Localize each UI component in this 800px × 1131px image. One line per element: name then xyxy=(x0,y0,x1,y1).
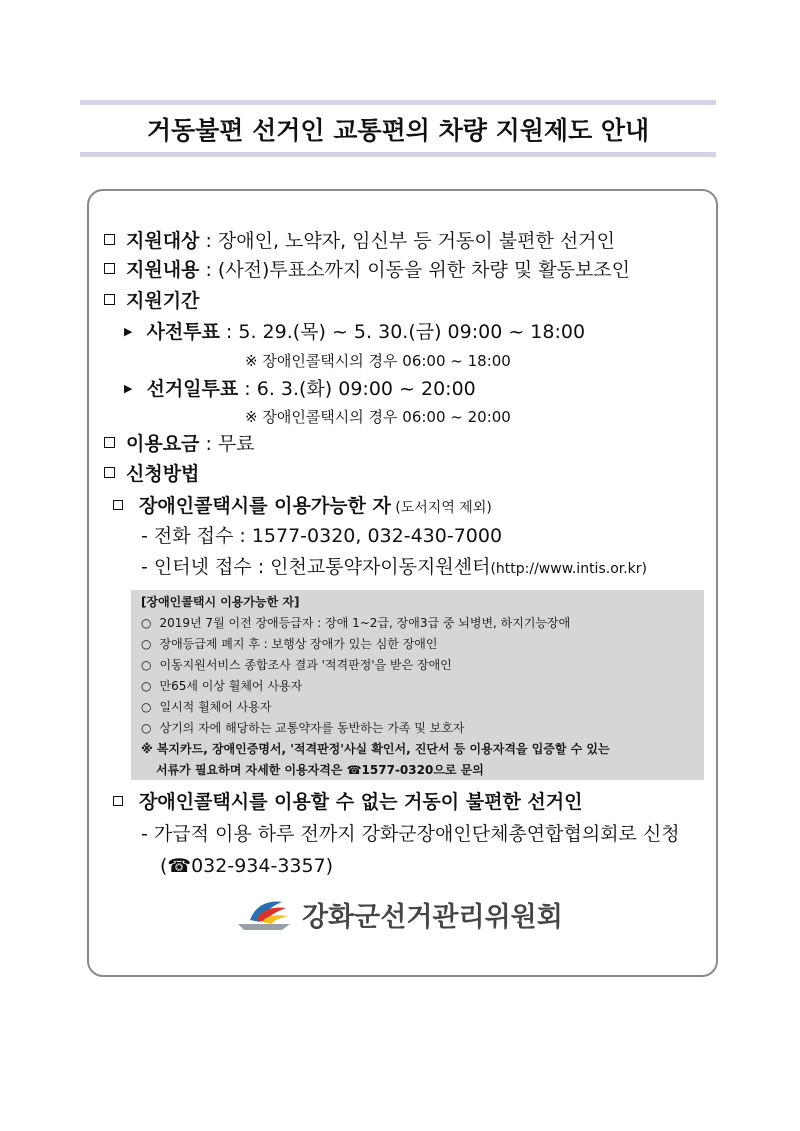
hollow-square-icon xyxy=(113,796,123,806)
triangle-bullet-icon: ▶ xyxy=(124,325,133,338)
taxi-internet-url[interactable]: (http://www.intis.or.kr) xyxy=(490,561,648,577)
fee-value: : 무료 xyxy=(199,433,255,455)
eligibility-note-2: 서류가 필요하며 자세한 이용자격은 ☎1577-0320으로 문의 xyxy=(156,763,484,777)
circle-bullet-icon: ○ xyxy=(141,700,152,714)
taxi-heading: 장애인콜택시를 이용가능한 자 xyxy=(139,495,391,517)
early-vote-value: : 5. 29.(목) ~ 5. 30.(금) 09:00 ~ 18:00 xyxy=(219,321,586,343)
eligibility-box xyxy=(131,590,704,780)
election-day-label: 선거일투표 xyxy=(146,378,239,400)
org-name: 강화군선거관리위원회 xyxy=(302,902,563,933)
eligibility-item: ○ 2019년 7월 이전 장애등급자 : 장애 1~2급, 장애3급 중 뇌병변, 하지기능장애 xyxy=(141,616,571,630)
eligibility-item: ○ 만65세 이상 휠체어 사용자 xyxy=(141,679,303,693)
checkbox-square-icon xyxy=(104,437,115,448)
taxi-heading-row xyxy=(113,495,492,518)
checkbox-square-icon xyxy=(104,467,115,478)
election-commission-logo-icon xyxy=(236,898,292,932)
apply-label: 신청방법 xyxy=(126,463,200,485)
taxi-phone: - 전화 접수 : 1577-0320, 032-430-7000 xyxy=(141,525,503,547)
taxi-internet-row xyxy=(141,556,647,579)
election-day-row xyxy=(124,378,476,401)
fee-row xyxy=(104,433,255,456)
early-vote-row xyxy=(124,321,585,344)
circle-bullet-icon: ○ xyxy=(141,658,152,672)
early-vote-label: 사전투표 xyxy=(146,321,220,343)
circle-bullet-icon: ○ xyxy=(141,616,152,630)
page-title: 거동불편 선거인 교통편의 차량 지원제도 안내 xyxy=(146,115,650,145)
eligibility-item: ○ 상기의 자에 해당하는 교통약자를 동반하는 가족 및 보호자 xyxy=(141,721,465,735)
hollow-square-icon xyxy=(113,500,123,510)
period-label: 지원기간 xyxy=(126,290,200,312)
taxi-internet: - 인터넷 접수 : 인천교통약자이동지원센터 xyxy=(141,556,491,578)
circle-bullet-icon: ○ xyxy=(141,679,152,693)
other-heading: 장애인콜택시를 이용할 수 없는 거동이 불편한 선거인 xyxy=(139,791,583,813)
content-row xyxy=(104,259,630,282)
circle-bullet-icon: ○ xyxy=(141,637,152,651)
content-value: : (사전)투표소까지 이동을 위한 차량 및 활동보조인 xyxy=(199,259,631,281)
fee-label: 이용요금 xyxy=(126,433,200,455)
target-value: : 장애인, 노약자, 임신부 등 거동이 불편한 선거인 xyxy=(199,230,615,252)
title-bar xyxy=(80,100,716,157)
content-label: 지원내용 xyxy=(126,259,200,281)
other-heading-row xyxy=(113,791,582,814)
target-label: 지원대상 xyxy=(126,230,200,252)
eligibility-header: [장애인콜택시 이용가능한 자] xyxy=(141,595,300,609)
eligibility-item: ○ 이동지원서비스 종합조사 결과 '적격판정'을 받은 장애인 xyxy=(141,658,452,672)
checkbox-square-icon xyxy=(104,263,115,274)
election-day-value: : 6. 3.(화) 09:00 ~ 20:00 xyxy=(238,378,476,400)
apply-row xyxy=(104,463,199,486)
footer-logo xyxy=(236,895,563,934)
eligibility-note-1: ※ 복지카드, 장애인증명서, '적격판정'사실 확인서, 진단서 등 이용자격을 입증할 수 있는 xyxy=(141,742,610,756)
eligibility-item: ○ 장애등급제 폐지 후 : 보행상 장애가 있는 심한 장애인 xyxy=(141,637,438,651)
triangle-bullet-icon: ▶ xyxy=(124,382,133,395)
other-phone: (☎032-934-3357) xyxy=(160,855,334,877)
early-vote-note: ※ 장애인콜택시의 경우 06:00 ~ 18:00 xyxy=(245,352,511,370)
checkbox-square-icon xyxy=(104,234,115,245)
circle-bullet-icon: ○ xyxy=(141,721,152,735)
period-row xyxy=(104,290,199,313)
target-row xyxy=(104,230,615,253)
checkbox-square-icon xyxy=(104,294,115,305)
taxi-heading-note: (도서지역 제외) xyxy=(390,500,492,516)
eligibility-item: ○ 일시적 휠체어 사용자 xyxy=(141,700,272,714)
election-day-note: ※ 장애인콜택시의 경우 06:00 ~ 20:00 xyxy=(245,408,511,426)
other-line: - 가급적 이용 하루 전까지 강화군장애인단체총연합협의회로 신청 xyxy=(141,823,680,845)
